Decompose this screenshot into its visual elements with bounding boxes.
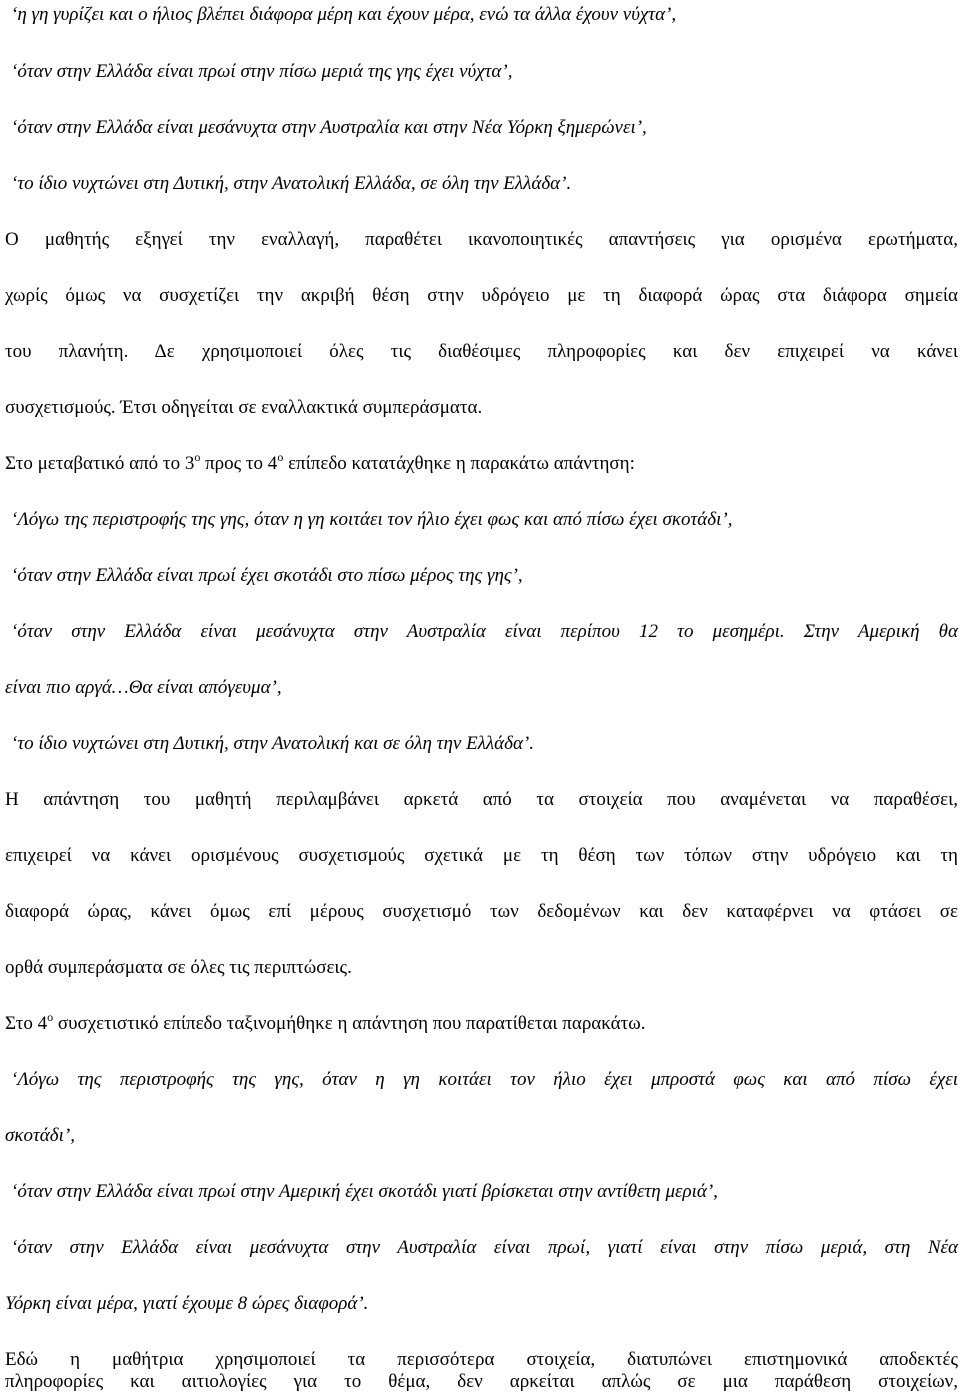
quote-line: ‘όταν στην Ελλάδα είναι μεσάνυχτα στην Αυστραλία είναι πρωί, γιατί είναι στην πίσω μεριά, στη Νέα: [11, 1237, 958, 1258]
text-run: προς το 4: [200, 453, 278, 474]
superscript: ο: [194, 450, 201, 464]
level-heading-line: [5, 450, 635, 474]
quote-line: ‘Λόγω της περιστροφής της γης, όταν η γη κοιτάει τον ήλιο έχει μπροστά φως και από πίσω έχει: [11, 1069, 958, 1090]
quote-line: ‘όταν στην Ελλάδα είναι πρωί στην πίσω μεριά της γης έχει νύχτα’,: [11, 61, 513, 82]
paragraph-line: Η απάντηση του μαθητή περιλαμβάνει αρκετά από τα στοιχεία που αναμένεται να παραθέσει,: [5, 789, 958, 810]
text-run: Στο 4: [5, 1013, 48, 1034]
quote-line: ‘το ίδιο νυχτώνει στη Δυτική, στην Ανατολική Ελλάδα, σε όλη την Ελλάδα’.: [11, 173, 572, 194]
quote-line: ‘η γη γυρίζει και ο ήλιος βλέπει διάφορα μέρη και έχουν μέρα, ενώ τα άλλα έχουν νύχτα’,: [11, 4, 677, 25]
text-run: επίπεδο κατατάχθηκε η παρακάτω απάντηση:: [283, 453, 635, 474]
text-run: Στο μεταβατικό από το 3: [5, 453, 195, 474]
paragraph-line: Ο μαθητής εξηγεί την εναλλαγή, παραθέτει ικανοποιητικές απαντήσεις για ορισμένα ερωτήματα,: [5, 229, 958, 250]
paragraph-line: ορθά συμπεράσματα σε όλες τις περιπτώσεις.: [5, 957, 352, 978]
quote-line: σκοτάδι’,: [5, 1125, 75, 1146]
quote-line: ‘Λόγω της περιστροφής της γης, όταν η γη κοιτάει τον ήλιο έχει φως και από πίσω έχει σκοτάδι’,: [11, 509, 733, 530]
quote-line: ‘όταν στην Ελλάδα είναι πρωί στην Αμερική έχει σκοτάδι γιατί βρίσκεται στην αντίθετη μεριά’,: [11, 1181, 718, 1202]
quote-line: ‘όταν στην Ελλάδα είναι πρωί έχει σκοτάδι στο πίσω μέρος της γης’,: [11, 565, 523, 586]
paragraph-line: πληροφορίες και αιτιολογίες για το θέμα, δεν αρκείται απλώς σε μια παράθεση στοιχείων,: [5, 1371, 958, 1392]
paragraph-line: επιχειρεί να κάνει ορισμένους συσχετισμούς σχετικά με τη θέση των τόπων στην υδρόγειο και τη: [5, 845, 958, 866]
superscript: ο: [47, 1010, 54, 1024]
quote-line: είναι πιο αργά…Θα είναι απόγευμα’,: [5, 677, 282, 698]
quote-line: ‘όταν στην Ελλάδα είναι μεσάνυχτα στην Αυστραλία και στην Νέα Υόρκη ξημερώνει’,: [11, 117, 647, 138]
superscript: ο: [277, 450, 284, 464]
paragraph-line: Εδώ η μαθήτρια χρησιμοποιεί τα περισσότερα στοιχεία, διατυπώνει επιστημονικά αποδεκτές: [5, 1349, 958, 1370]
paragraph-line: του πλανήτη. Δε χρησιμοποιεί όλες τις διαθέσιμες πληροφορίες και δεν επιχειρεί να κάνει: [5, 341, 958, 362]
text-run: συσχετιστικό επίπεδο ταξινομήθηκε η απάντηση που παρατίθεται παρακάτω.: [53, 1013, 646, 1034]
quote-line: ‘το ίδιο νυχτώνει στη Δυτική, στην Ανατολική και σε όλη την Ελλάδα’.: [11, 733, 535, 754]
paragraph-line: χωρίς όμως να συσχετίζει την ακριβή θέση στην υδρόγειο με τη διαφορά ώρας στα διάφορα σημεία: [5, 285, 958, 306]
quote-line: ‘όταν στην Ελλάδα είναι μεσάνυχτα στην Αυστραλία είναι περίπου 12 το μεσημέρι. Στην Αμερική θα: [11, 621, 958, 642]
quote-line: Υόρκη είναι μέρα, γιατί έχουμε 8 ώρες διαφορά’.: [5, 1293, 369, 1314]
paragraph-line: συσχετισμούς. Έτσι οδηγείται σε εναλλακτικά συμπεράσματα.: [5, 397, 483, 418]
level-heading-line: [5, 1010, 646, 1034]
paragraph-line: διαφορά ώρας, κάνει όμως επί μέρους συσχετισμό των δεδομένων και δεν καταφέρνει να φτάσει σε: [5, 901, 958, 922]
